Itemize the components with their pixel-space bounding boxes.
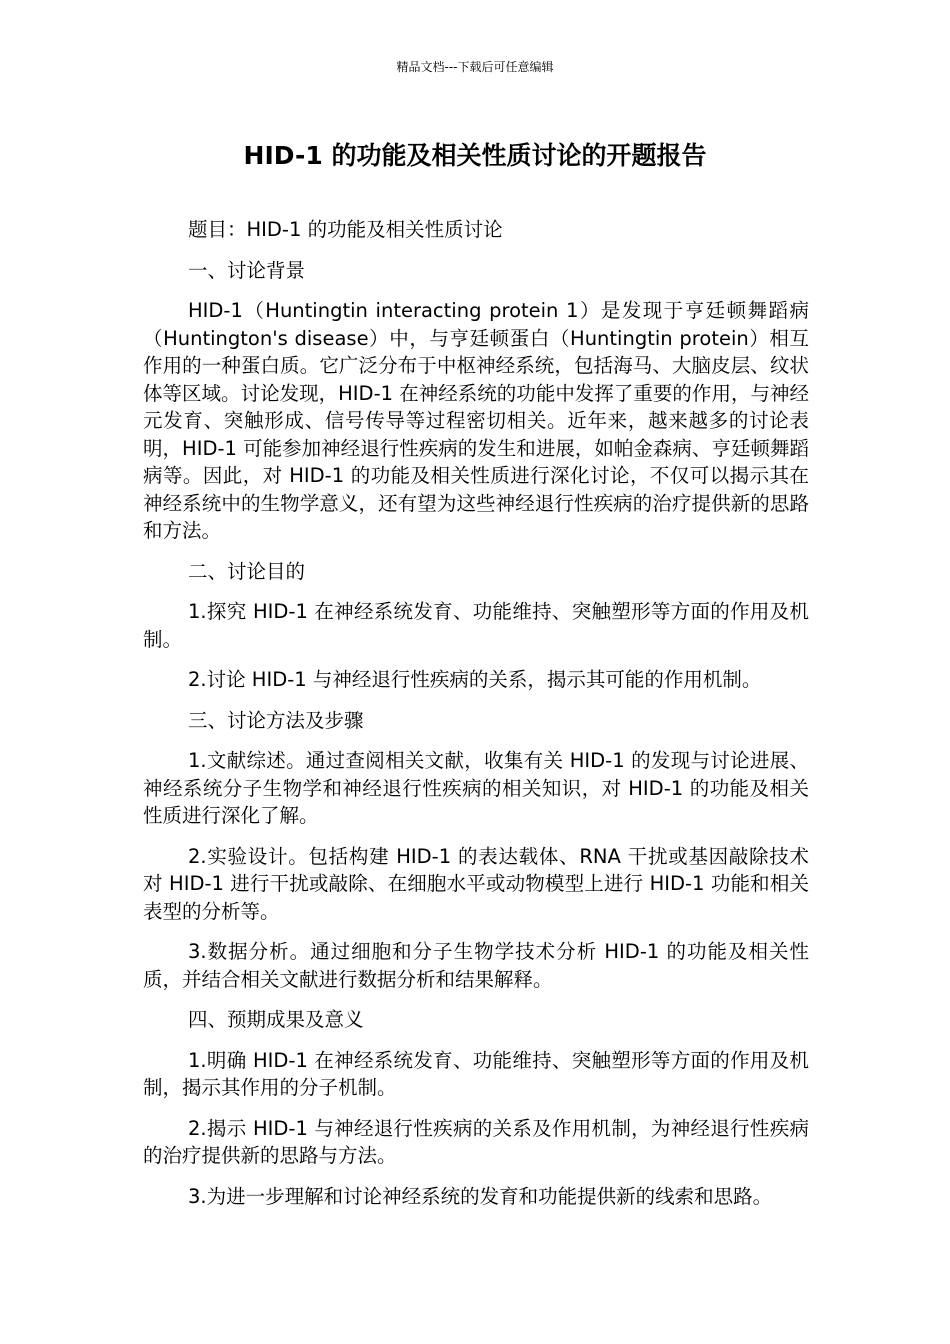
background-paragraph: HID-1（Huntingtin interacting protein 1）是发现于亨廷顿舞蹈病（Huntington's disease）中，与亨廷顿蛋白（Huntingtin protein）相互作用的一种蛋白质。它广泛分布于中枢神经系统，包括海马、大脑皮层、纹状体等区域。讨论发现，HID-1 在神经系统的功能中发挥了重要的作用，与神经元发育、突触形成、信号传导等过程密切相关。近年来，越来越多的讨论表明，HID-1 可能参加神经退行性疾病的发生和进展，如帕金森病、亨廷顿舞蹈病等。因此，对 HID-1 的功能及相关性质进行深化讨论，不仅可以揭示其在神经系统中的生物学意义，还有望为这些神经退行性疾病的治疗提供新的思路和方法。 xyxy=(143,299,809,542)
topic-line: 题目：HID-1 的功能及相关性质讨论 xyxy=(188,218,503,241)
purpose-item: 1.探究 HID-1 在神经系统发育、功能维持、突触塑形等方面的作用及机制。 xyxy=(143,600,809,651)
outcomes-item: 3.为进一步理解和讨论神经系统的发育和功能提供新的线索和思路。 xyxy=(188,1184,773,1208)
methods-item: 2.实验设计。包括构建 HID-1 的表达载体、RNA 干扰或基因敲除技术对 HID-1 进行干扰或敲除、在细胞水平或动物模型上进行 HID-1 功能和相关表型的分析等。 xyxy=(143,844,809,923)
outcomes-item: 2.揭示 HID-1 与神经退行性疾病的关系及作用机制，为神经退行性疾病的治疗提供新的思路与方法。 xyxy=(143,1116,809,1167)
section-heading-methods: 三、讨论方法及步骤 xyxy=(188,708,364,732)
section-heading-background: 一、讨论背景 xyxy=(188,258,306,282)
purpose-item: 2.讨论 HID-1 与神经退行性疾病的关系，揭示其可能的作用机制。 xyxy=(188,668,762,691)
section-heading-purpose: 二、讨论目的 xyxy=(188,559,306,583)
page-header: 精品文档---下载后可任意编辑 xyxy=(396,60,554,74)
outcomes-item: 1.明确 HID-1 在神经系统发育、功能维持、突触塑形等方面的作用及机制，揭示其作用的分子机制。 xyxy=(143,1048,809,1099)
document-body xyxy=(143,216,809,1223)
methods-item: 1.文献综述。通过查阅相关文献，收集有关 HID-1 的发现与讨论进展、神经系统分子生物学和神经退行性疾病的相关知识，对 HID-1 的功能及相关性质进行深化了解。 xyxy=(143,749,809,827)
methods-item: 3.数据分析。通过细胞和分子生物学技术分析 HID-1 的功能及相关性质，并结合相关文献进行数据分析和结果解释。 xyxy=(143,940,809,991)
document-title: HID-1 的功能及相关性质讨论的开题报告 xyxy=(243,141,707,170)
section-heading-outcomes: 四、预期成果及意义 xyxy=(188,1008,364,1031)
